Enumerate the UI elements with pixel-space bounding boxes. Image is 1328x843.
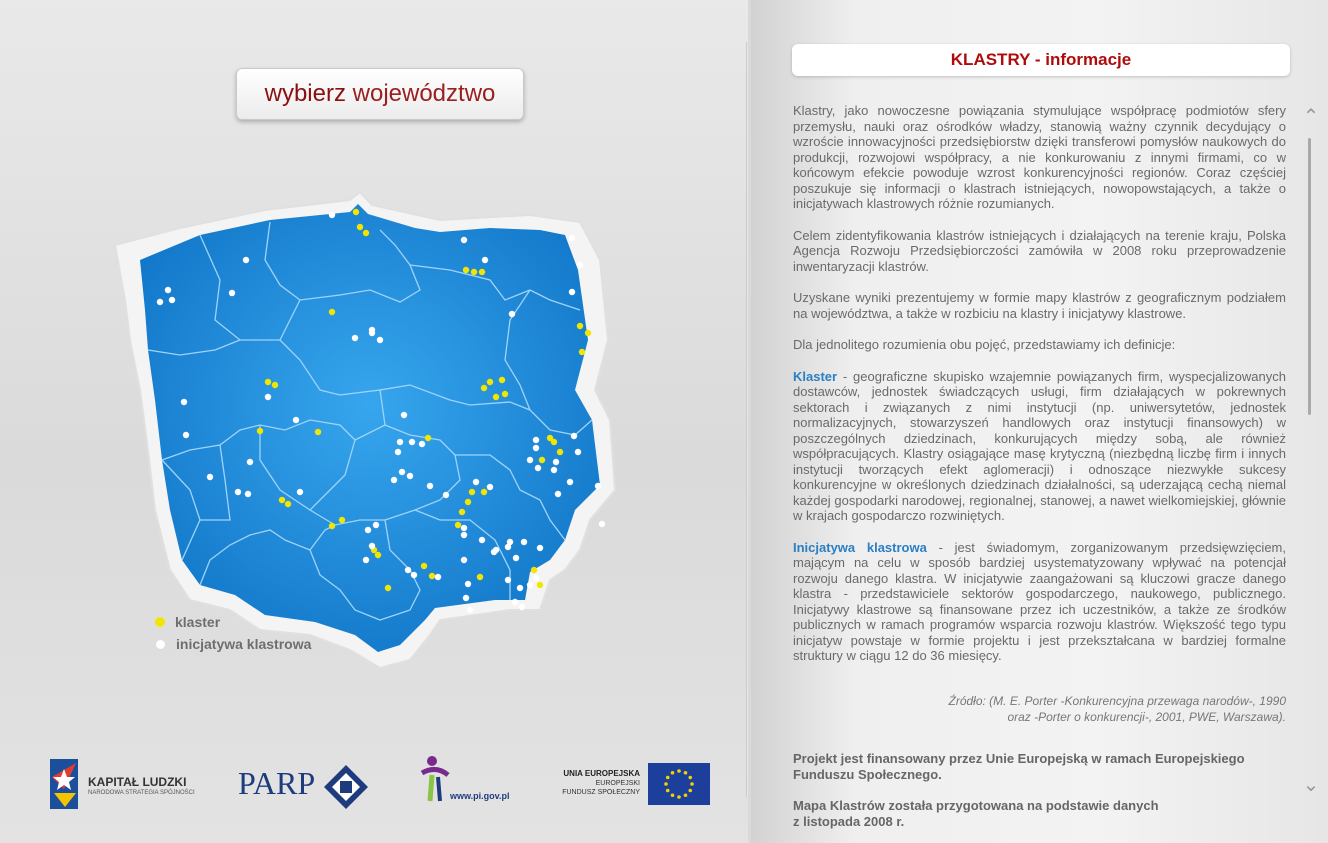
term-klaster: Klaster <box>793 368 838 384</box>
inicjatywa-marker[interactable] <box>505 544 511 550</box>
klaster-marker[interactable] <box>539 457 545 463</box>
inicjatywa-marker[interactable] <box>169 297 175 303</box>
klaster-marker[interactable] <box>421 563 427 569</box>
klaster-marker[interactable] <box>353 209 359 215</box>
inicjatywa-marker[interactable] <box>599 521 605 527</box>
legend-item-inicjatywa <box>155 633 311 655</box>
legend-label: klaster <box>175 614 221 630</box>
parp-arrows-icon <box>322 763 370 811</box>
klaster-marker[interactable] <box>477 574 483 580</box>
inicjatywa-marker[interactable] <box>373 522 379 528</box>
inicjatywa-marker[interactable] <box>491 549 497 555</box>
klaster-marker[interactable] <box>481 385 487 391</box>
inicjatywa-marker[interactable] <box>369 330 375 336</box>
map-legend <box>155 611 311 655</box>
inicjatywa-marker[interactable] <box>461 532 467 538</box>
inicjatywa-marker[interactable] <box>419 441 425 447</box>
star-flag-icon <box>50 759 80 811</box>
inicjatywa-marker[interactable] <box>533 437 539 443</box>
pi-url: www.pi.gov.pl <box>450 791 510 801</box>
inicjatywa-marker[interactable] <box>505 577 511 583</box>
inicjatywa-marker[interactable] <box>553 459 559 465</box>
inicjatywa-marker[interactable] <box>463 595 469 601</box>
inicjatywa-marker[interactable] <box>527 457 533 463</box>
inicjatywa-marker[interactable] <box>165 287 171 293</box>
klaster-marker[interactable] <box>329 309 335 315</box>
inicjatywa-marker[interactable] <box>575 449 581 455</box>
klaster-marker[interactable] <box>279 497 285 503</box>
klaster-marker[interactable] <box>499 377 505 383</box>
panel-title: KLASTRY - informacje <box>792 44 1290 76</box>
klaster-marker[interactable] <box>285 501 291 507</box>
inicjatywa-marker[interactable] <box>377 337 383 343</box>
scroll-down-icon[interactable]: ⌄ <box>1302 774 1320 796</box>
klaster-marker[interactable] <box>537 582 543 588</box>
pane-divider <box>746 42 748 797</box>
inicjatywa-marker[interactable] <box>567 479 573 485</box>
kl-title: KAPITAŁ LUDZKI <box>88 775 187 789</box>
person-figure-icon <box>418 755 454 805</box>
inicjatywa-marker[interactable] <box>479 537 485 543</box>
inicjatywa-marker[interactable] <box>487 484 493 490</box>
inicjatywa-marker[interactable] <box>363 557 369 563</box>
eu-star <box>671 793 675 797</box>
select-word-1: wybierz <box>264 80 346 107</box>
klaster-marker[interactable] <box>455 522 461 528</box>
inicjatywa-marker[interactable] <box>181 399 187 405</box>
inicjatywa-marker[interactable] <box>245 491 251 497</box>
klaster-marker[interactable] <box>557 449 563 455</box>
parp-logo[interactable] <box>238 755 378 813</box>
source-line-1: Źródło: (M. E. Porter -Konkurencyjna przewaga narodów-, 1990 <box>948 694 1286 708</box>
klaster-marker[interactable] <box>315 429 321 435</box>
klaster-marker[interactable] <box>272 382 278 388</box>
inicjatywa-marker[interactable] <box>435 574 441 580</box>
klaster-marker[interactable] <box>357 224 363 230</box>
klaster-marker[interactable] <box>502 391 508 397</box>
select-voivodeship-button[interactable] <box>236 68 524 120</box>
scrollbar-thumb[interactable] <box>1308 138 1311 415</box>
inicjatywa-marker[interactable] <box>183 432 189 438</box>
inicjatywa-marker[interactable] <box>569 289 575 295</box>
inicjatywa-marker[interactable] <box>535 465 541 471</box>
inicjatywa-marker[interactable] <box>569 235 575 241</box>
eu-star <box>690 782 694 786</box>
inicjatywa-marker[interactable] <box>365 527 371 533</box>
inicjatywa-marker[interactable] <box>461 237 467 243</box>
source-citation <box>793 693 1286 725</box>
inicjatywa-marker[interactable] <box>473 479 479 485</box>
inicjatywa-marker[interactable] <box>297 489 303 495</box>
inicjatywa-marker[interactable] <box>405 567 411 573</box>
data-date-note-line-1: Mapa Klastrów została przygotowana na podstawie danych <box>793 798 1159 813</box>
ue-line3: FUNDUSZ SPOŁECZNY <box>562 789 640 796</box>
inicjatywa-marker[interactable] <box>512 599 518 605</box>
klaster-marker[interactable] <box>531 567 537 573</box>
funding-note-line-1: Projekt jest finansowany przez Unie Europejską w ramach Europejskiego <box>793 751 1245 766</box>
paragraph-1: Klastry, jako nowoczesne powiązania stymulujące współpracę podmiotów sfery przemysłu, nauki oraz ośrodków władzy, stanowią ważny czynnik decydujący o wzroście innowacyjności przedsiębiorstw dzięki transferowi pomysłów naukowych do produkcji, rozwojowi współpracy, a nie konkurowaniu z innymi firmami, co w końcowym efekcie powoduje wzrost konkurencyjności regionów. Coraz częściej poszukuje się informacji o klastrach istniejących, nowopowstających, a także o inicjatywach klastrowych różnie rozumianych. <box>793 103 1286 211</box>
kl-subtitle: NARODOWA STRATEGIA SPÓJNOŚCI <box>88 790 195 796</box>
klaster-marker[interactable] <box>479 269 485 275</box>
paragraph-2: Celem zidentyfikowania klastrów istniejących i działających na terenie kraju, Polska Agencja Rozwoju Przedsiębiorczości zamówiła w 2008 roku przeprowadzenie inwentaryzacji klastrów. <box>793 227 1286 274</box>
sponsor-logos <box>50 755 730 815</box>
inicjatywa-marker[interactable] <box>247 459 253 465</box>
ue-efs-logo[interactable] <box>552 755 712 813</box>
klaster-marker[interactable] <box>463 267 469 273</box>
inicjatywa-marker[interactable] <box>407 473 413 479</box>
klaster-marker[interactable] <box>465 499 471 505</box>
klaster-marker[interactable] <box>339 517 345 523</box>
klaster-marker[interactable] <box>493 394 499 400</box>
inicjatywa-marker[interactable] <box>265 394 271 400</box>
klaster-marker[interactable] <box>257 428 263 434</box>
pi-gov-logo[interactable] <box>418 755 518 813</box>
poland-map[interactable] <box>110 190 640 680</box>
inicjatywa-marker[interactable] <box>467 607 473 613</box>
klaster-marker[interactable] <box>487 379 493 385</box>
paragraph-4: Dla jednolitego rozumienia obu pojęć, przedstawiamy ich definicje: <box>793 337 1176 352</box>
klaster-marker[interactable] <box>481 489 487 495</box>
klaster-marker[interactable] <box>265 379 271 385</box>
inicjatywa-marker[interactable] <box>577 262 583 268</box>
inicjatywa-marker[interactable] <box>517 585 523 591</box>
ue-line1: UNIA EUROPEJSKA <box>563 769 640 778</box>
inicjatywa-marker[interactable] <box>395 449 401 455</box>
funding-note-line-2: Funduszu Społecznego. <box>793 767 942 782</box>
inicjatywa-marker[interactable] <box>537 545 543 551</box>
data-date-note <box>793 798 1293 830</box>
yellow-dot-icon <box>155 617 165 627</box>
scroll-up-icon[interactable]: ⌃ <box>1302 106 1320 128</box>
inicjatywa-marker[interactable] <box>397 439 403 445</box>
def-klaster: - geograficzne skupisko wzajemnie powiązanych firm, wyspecjalizowanych dostawców, jednostek świadczących usługi, firm działających w pokrewnych sektorach i związanych z nimi instytucji (np. uniwersytetów, jednostek normalizacyjnych, stowarzyszeń handlowych oraz instytucji finansowych) w poszczególnych dziedzinach, konkurujących między sobą, ale również współpracujących. Klastry osiągające masę krytyczną (niezbędną liczbę firm i innych instytucji tworzących efekt aglomeracji) i odnoszące niezwykłe sukcesy konkurencyjne w określonych dziedzinach działalności, są uderzającą cechą niemal każdej gospodarki narodowej, regionalnej, stanowej, a nawet wielkomiejskiej, głównie w krajach gospodarczo rozwiniętych. <box>793 368 1286 523</box>
inicjatywa-marker[interactable] <box>533 575 539 581</box>
inicjatywa-marker[interactable] <box>329 212 335 218</box>
inicjatywa-marker[interactable] <box>427 483 433 489</box>
paragraph-klaster <box>793 369 1286 524</box>
inicjatywa-marker[interactable] <box>352 335 358 341</box>
inicjatywa-marker[interactable] <box>243 257 249 263</box>
inicjatywa-marker[interactable] <box>401 412 407 418</box>
klaster-marker[interactable] <box>363 230 369 236</box>
legend-item-klaster <box>155 611 311 633</box>
inicjatywa-marker[interactable] <box>521 539 527 545</box>
inicjatywa-marker[interactable] <box>482 257 488 263</box>
inicjatywa-marker[interactable] <box>551 467 557 473</box>
funding-note <box>793 751 1293 783</box>
eu-star <box>666 776 670 780</box>
inicjatywa-marker[interactable] <box>571 433 577 439</box>
eu-star <box>677 769 681 773</box>
inicjatywa-marker[interactable] <box>533 445 539 451</box>
klaster-marker[interactable] <box>551 439 557 445</box>
def-inicjatywa: - jest świadomym, zorganizowanym przedsięwzięciem, mającym na celu w sposób bardziej usystematyzowany wpływać na potencjał rozwoju danego klastra. W inicjatywie zaangażowani są kluczowi gracze danego klastra - przedstawiciele sektorów gospodarczego, naukowego, publicznego. Inicjatywy klastrowe są finansowane przez ich uczestników, a także ze środków publicznych w ramach programów wsparcia rozwoju klastrów. Większość tego typu inicjatyw powstaje w formie projektu i jest przekształcana w bardziej formalne struktury w ciągu 12 do 36 miesięcy. <box>793 539 1286 663</box>
inicjatywa-marker[interactable] <box>595 483 601 489</box>
inicjatywa-marker[interactable] <box>157 299 163 305</box>
klaster-marker[interactable] <box>385 585 391 591</box>
term-inicjatywa: Inicjatywa klastrowa <box>793 539 927 555</box>
inicjatywa-marker[interactable] <box>461 557 467 563</box>
klaster-marker[interactable] <box>469 489 475 495</box>
inicjatywa-marker[interactable] <box>369 543 375 549</box>
source-line-2: oraz -Porter o konkurencji-, 2001, PWE, Warszawa). <box>1007 710 1286 724</box>
inicjatywa-marker[interactable] <box>443 492 449 498</box>
data-date-note-line-2: z listopada 2008 r. <box>793 814 905 829</box>
klaster-marker[interactable] <box>459 509 465 515</box>
inicjatywa-marker[interactable] <box>527 582 533 588</box>
ue-line2: EUROPEJSKI <box>595 780 640 787</box>
eu-star <box>671 771 675 775</box>
klaster-marker[interactable] <box>579 349 585 355</box>
inicjatywa-marker[interactable] <box>461 525 467 531</box>
inicjatywa-marker[interactable] <box>207 474 213 480</box>
inicjatywa-marker[interactable] <box>409 439 415 445</box>
eu-star <box>684 771 688 775</box>
klaster-marker[interactable] <box>429 573 435 579</box>
eu-flag-icon <box>648 763 710 805</box>
klaster-marker[interactable] <box>471 269 477 275</box>
inicjatywa-marker[interactable] <box>411 572 417 578</box>
select-word-2: województwo <box>352 80 496 107</box>
kapital-ludzki-logo[interactable] <box>50 755 210 813</box>
eu-star <box>666 789 670 793</box>
inicjatywa-marker[interactable] <box>555 491 561 497</box>
inicjatywa-marker[interactable] <box>519 604 525 610</box>
eu-star <box>684 793 688 797</box>
klaster-marker[interactable] <box>329 523 335 529</box>
paragraph-3: Uzyskane wyniki prezentujemy w formie mapy klastrów z geograficznym podziałem na województwa, a także w rozbiciu na klastry i inicjatywy klastrowe. <box>793 290 1286 321</box>
paragraph-inicjatywa <box>793 540 1286 664</box>
inicjatywa-marker[interactable] <box>293 417 299 423</box>
inicjatywa-marker[interactable] <box>399 469 405 475</box>
klaster-marker[interactable] <box>425 435 431 441</box>
parp-text: PARP <box>238 765 316 801</box>
inicjatywa-marker[interactable] <box>235 489 241 495</box>
white-dot-icon <box>155 639 166 650</box>
eu-star <box>688 789 692 793</box>
eu-star <box>688 776 692 780</box>
legend-label: inicjatywa klastrowa <box>176 636 312 652</box>
poland-map-svg[interactable] <box>110 190 640 680</box>
klaster-marker[interactable] <box>577 323 583 329</box>
inicjatywa-marker[interactable] <box>513 555 519 561</box>
info-text <box>793 103 1286 680</box>
inicjatywa-marker[interactable] <box>229 290 235 296</box>
klaster-marker[interactable] <box>585 330 591 336</box>
eu-star <box>664 782 668 786</box>
eu-star <box>677 795 681 799</box>
klaster-marker[interactable] <box>375 552 381 558</box>
inicjatywa-marker[interactable] <box>391 477 397 483</box>
inicjatywa-marker[interactable] <box>509 311 515 317</box>
inicjatywa-marker[interactable] <box>465 581 471 587</box>
